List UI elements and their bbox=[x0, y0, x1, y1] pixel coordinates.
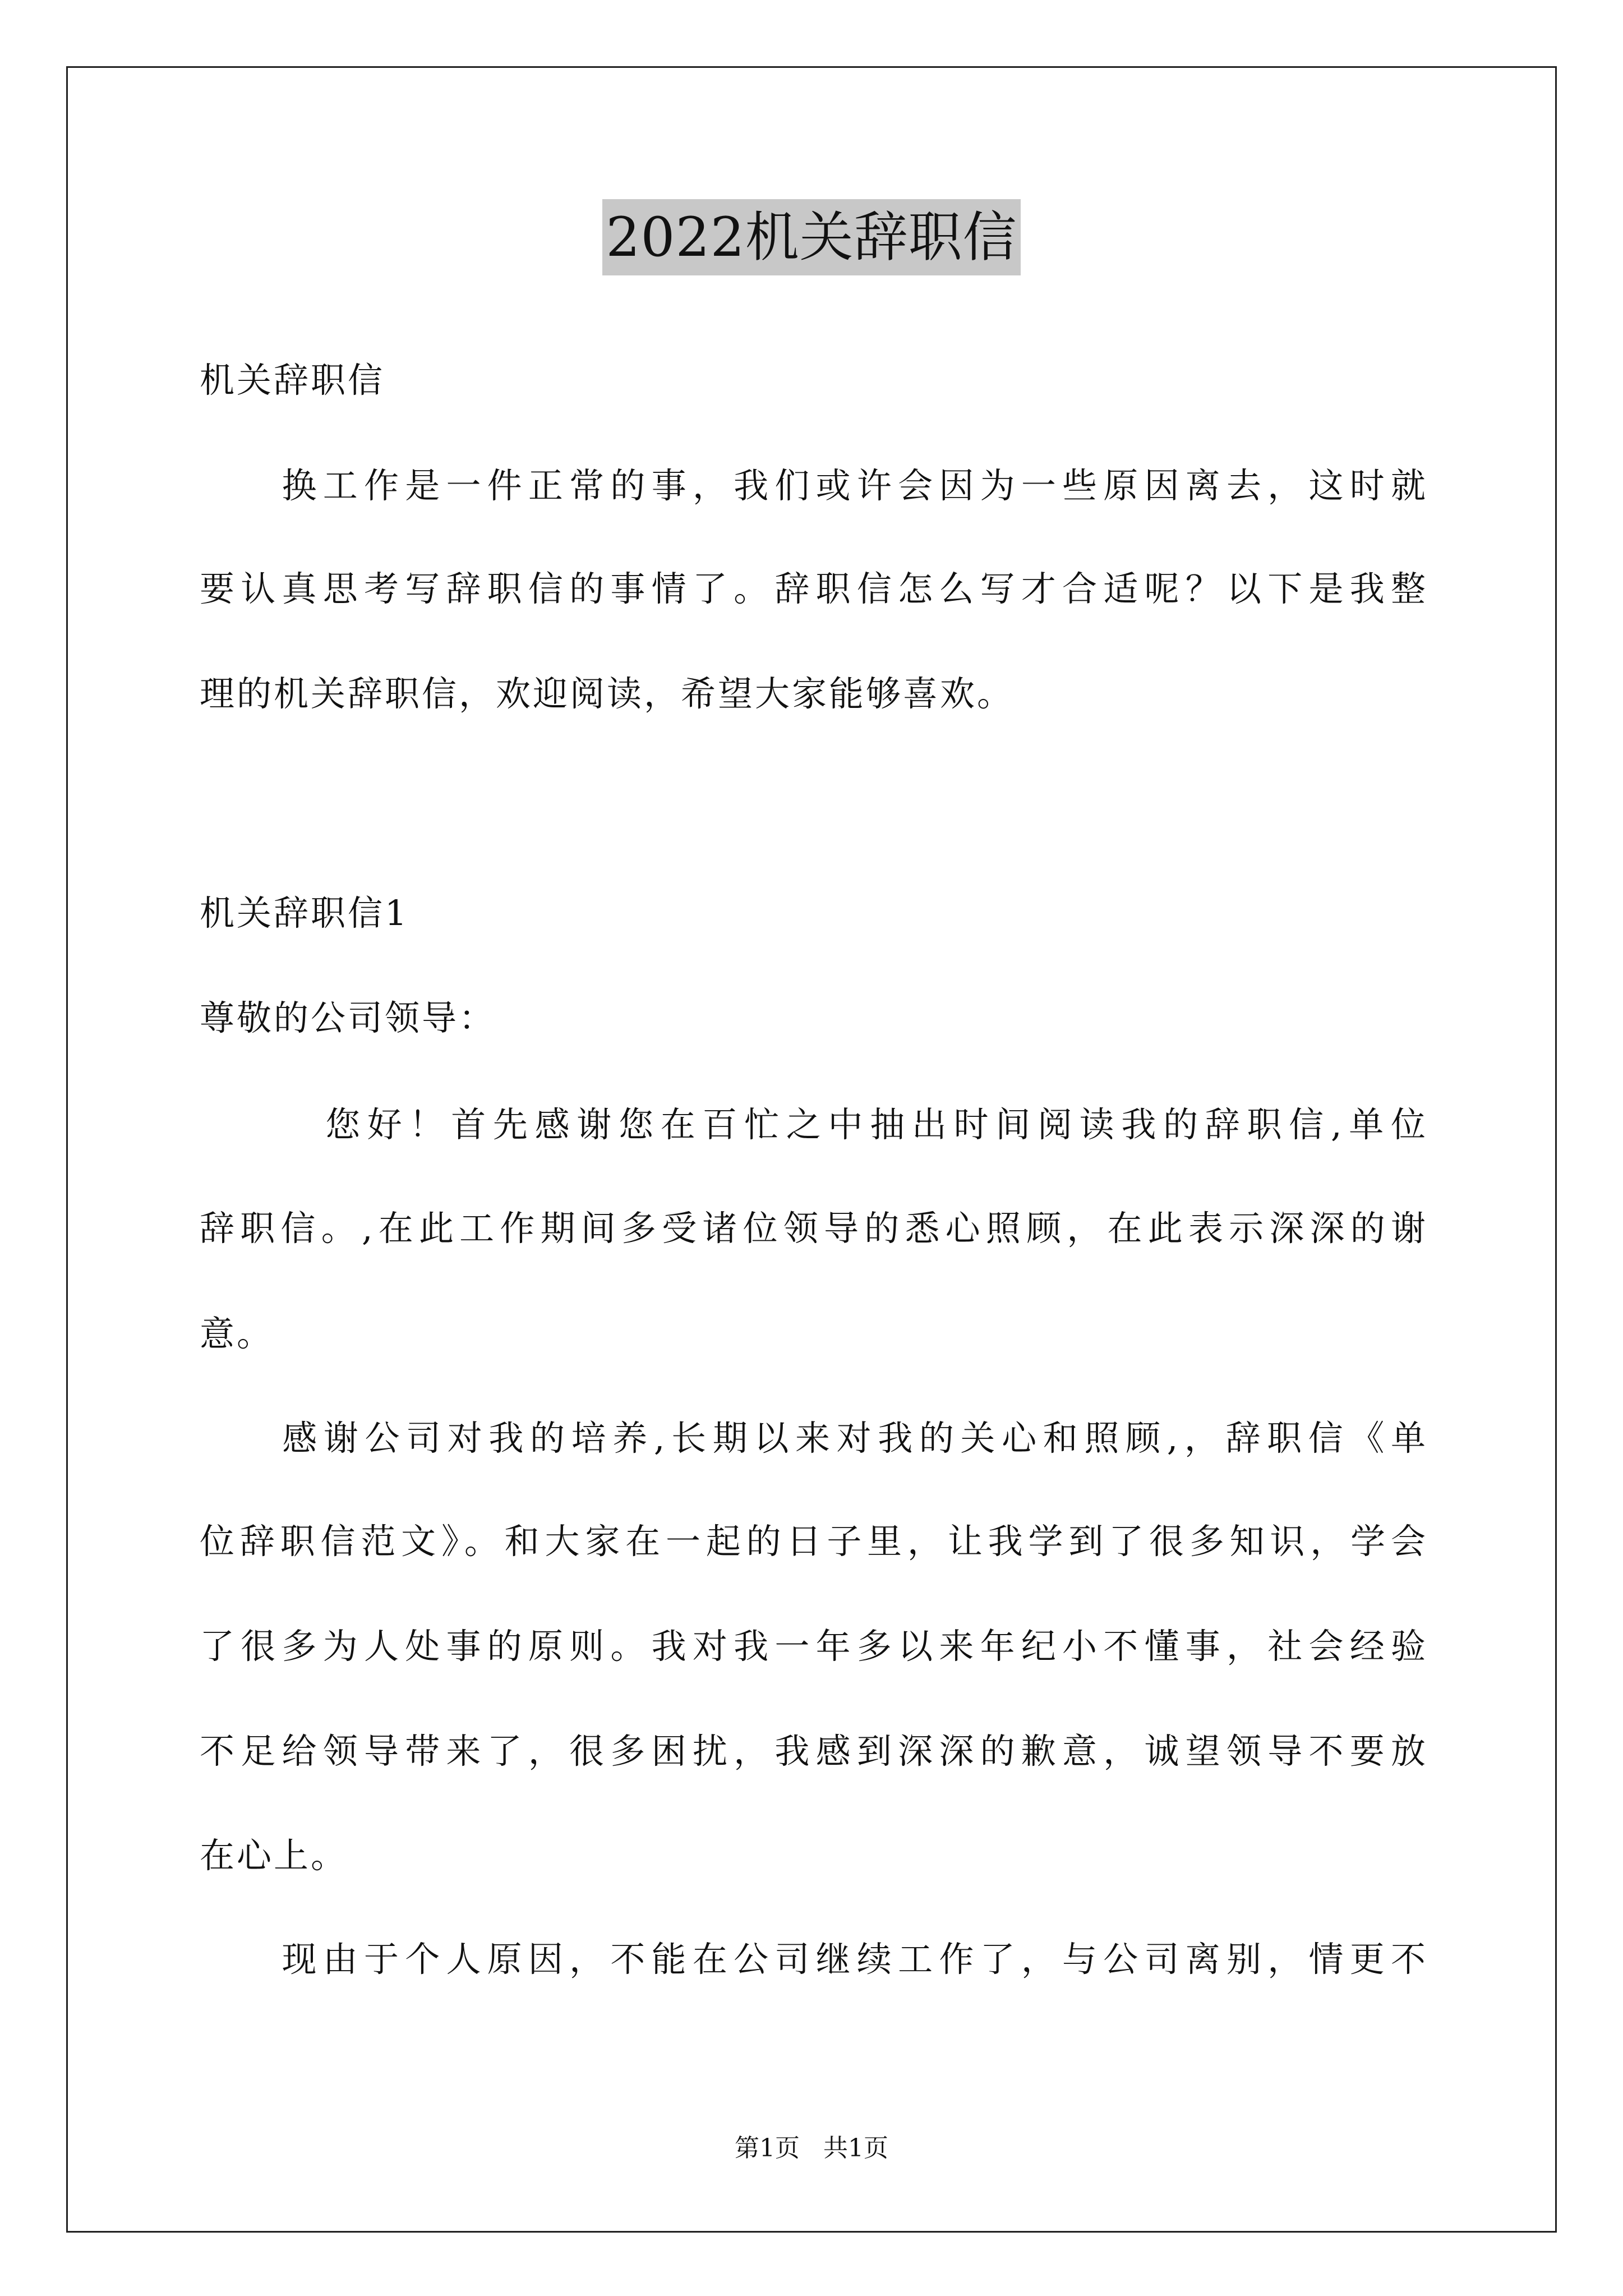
para2-line-3: 了很多为人处事的原则。我对我一年多以来年纪小不懂事，社会经验 bbox=[200, 1626, 1426, 1667]
para2-line-4: 不足给领导带来了，很多困扰，我感到深深的歉意，诚望领导不要放 bbox=[200, 1731, 1426, 1772]
document-subtitle: 机关辞职信 bbox=[200, 360, 385, 401]
title-container bbox=[0, 199, 1623, 275]
salutation: 尊敬的公司领导： bbox=[200, 997, 496, 1038]
para1-line-2: 辞职信。,在此工作期间多受诸位领导的悉心照顾，在此表示深深的谢 bbox=[200, 1208, 1426, 1249]
page-footer: 第1页 共1页 bbox=[735, 2134, 888, 2162]
intro-line-2: 要认真思考写辞职信的事情了。辞职信怎么写才合适呢？以下是我整 bbox=[200, 568, 1426, 609]
para1-line-3: 意。 bbox=[200, 1313, 274, 1354]
section-heading: 机关辞职信1 bbox=[200, 892, 409, 933]
para2-line-2: 位辞职信范文》。和大家在一起的日子里，让我学到了很多知识，学会 bbox=[200, 1521, 1426, 1562]
para3-line-1: 现由于个人原因，不能在公司继续工作了，与公司离别，情更不 bbox=[200, 1939, 1426, 1980]
document-title: 2022机关辞职信 bbox=[602, 199, 1020, 275]
intro-line-1: 换工作是一件正常的事，我们或许会因为一些原因离去，这时就 bbox=[200, 465, 1426, 506]
para1-line-1: 您好！首先感谢您在百忙之中抽出时间阅读我的辞职信,单位 bbox=[200, 1104, 1426, 1145]
para2-line-1: 感谢公司对我的培养,长期以来对我的关心和照顾,，辞职信《单 bbox=[200, 1418, 1426, 1458]
intro-line-3: 理的机关辞职信，欢迎阅读，希望大家能够喜欢。 bbox=[200, 673, 1015, 714]
para2-line-5: 在心上。 bbox=[200, 1835, 348, 1876]
